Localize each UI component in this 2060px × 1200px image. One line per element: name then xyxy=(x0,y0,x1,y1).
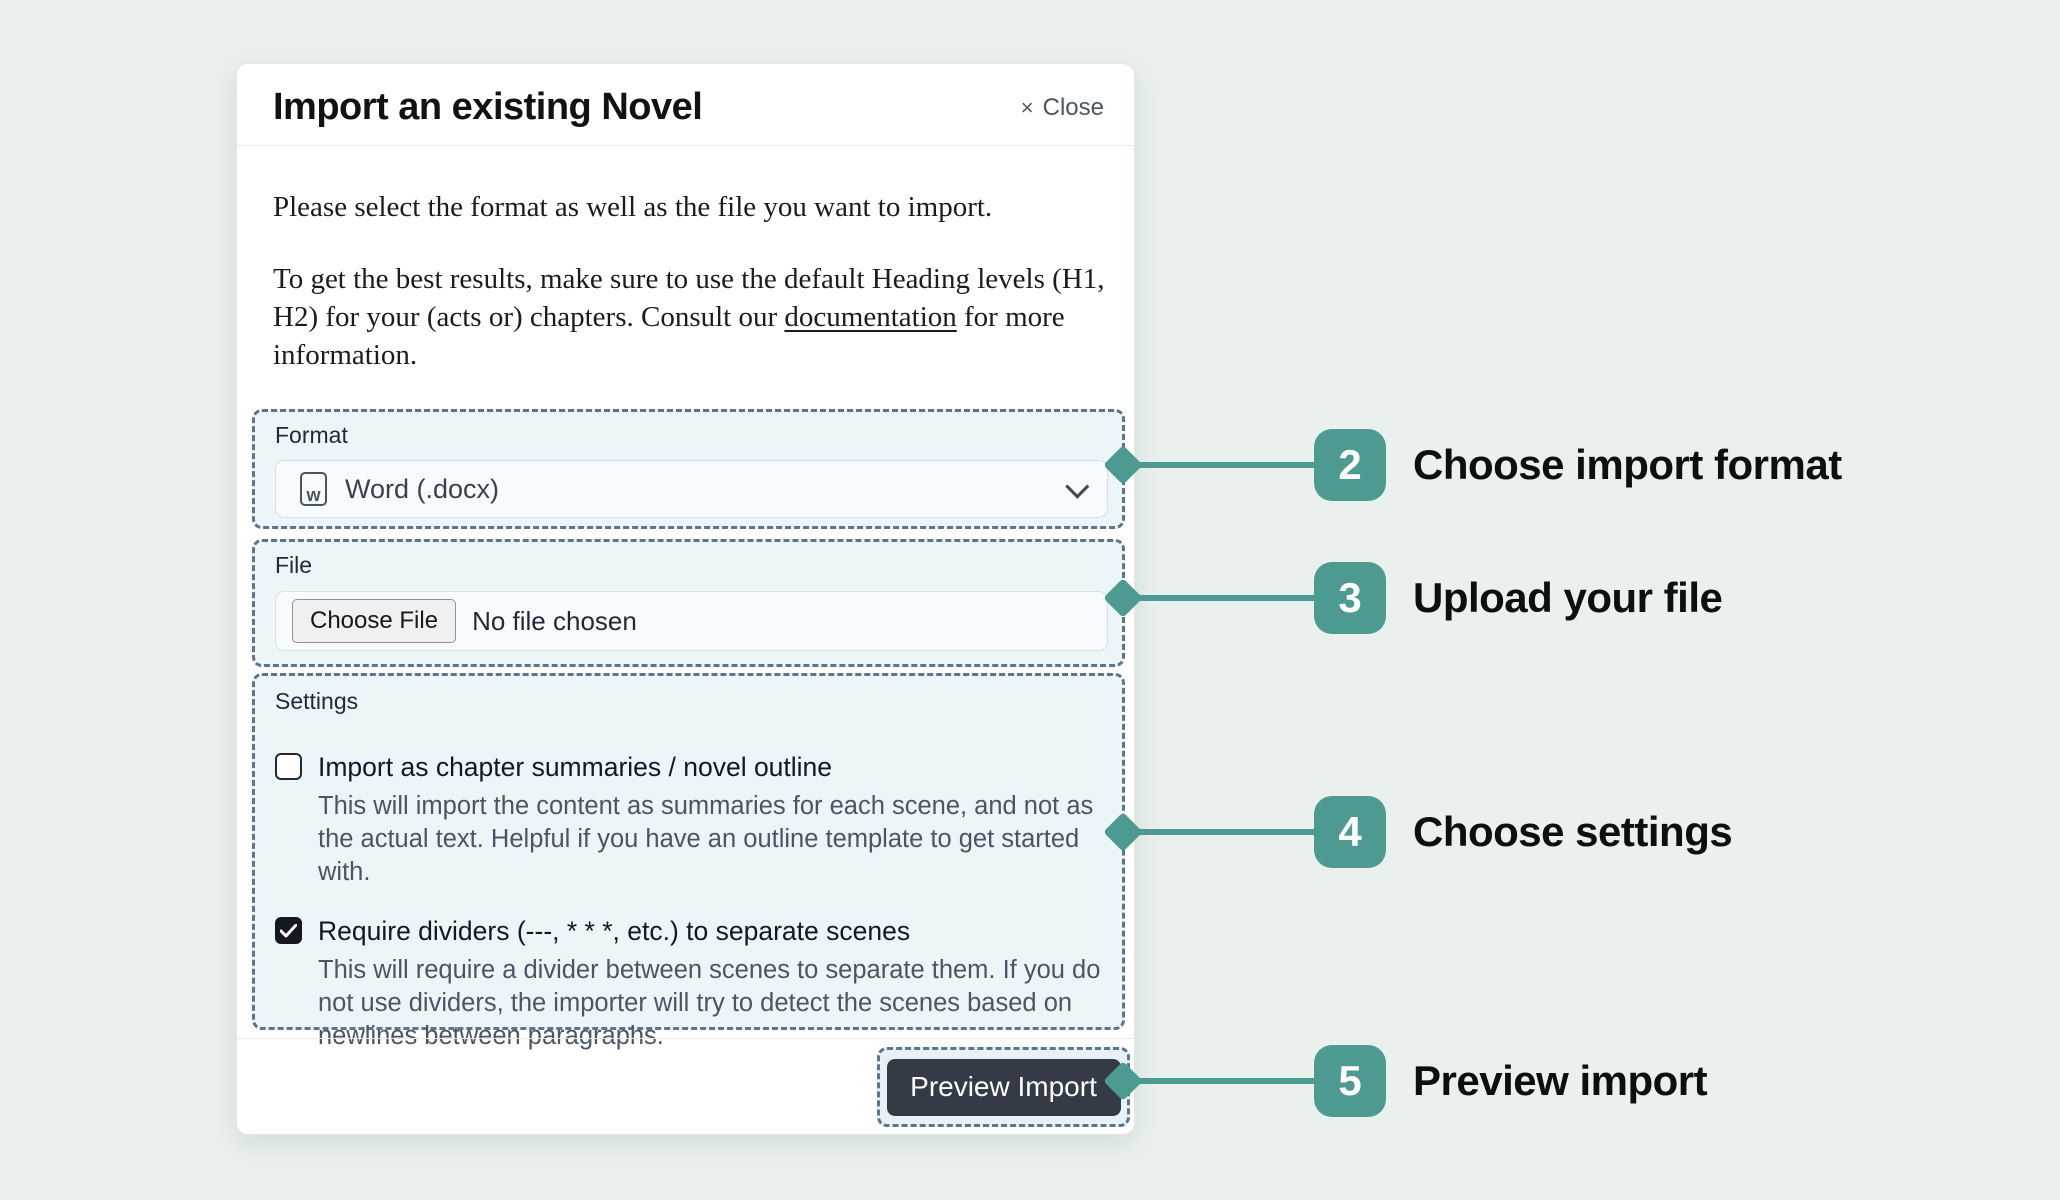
connector-line xyxy=(1136,595,1314,601)
diamond-connector-icon xyxy=(1103,578,1143,618)
callout-upload-file xyxy=(1104,562,1722,634)
dialog-footer xyxy=(237,1038,1134,1134)
connector-line xyxy=(1136,462,1314,468)
diamond-connector-icon xyxy=(1103,1061,1143,1101)
format-label: Format xyxy=(275,422,348,448)
setting-option-summaries xyxy=(275,751,1102,783)
callout-label: Upload your file xyxy=(1413,574,1723,621)
callout-label: Preview import xyxy=(1413,1057,1708,1104)
format-select[interactable] xyxy=(275,460,1108,518)
connector-line xyxy=(1136,829,1314,835)
close-icon: × xyxy=(1020,95,1034,120)
intro-text: Please select the format as well as the file you want to import. xyxy=(273,191,993,223)
preview-import-button[interactable]: Preview Import xyxy=(887,1059,1121,1116)
check-icon xyxy=(280,924,297,938)
documentation-link[interactable]: documentation xyxy=(784,301,957,333)
summaries-option-description: This will import the content as summaries for each scene, and not as the actual text. Helpful if you have an outline template to get started with. xyxy=(318,792,1094,886)
dividers-checkbox[interactable] xyxy=(275,917,302,944)
import-novel-dialog xyxy=(236,63,1135,1135)
close-button[interactable] xyxy=(1021,94,1104,122)
diamond-connector-icon xyxy=(1103,445,1143,485)
summaries-option-label[interactable]: Import as chapter summaries / novel outline xyxy=(318,752,833,782)
choose-file-button[interactable]: Choose File xyxy=(292,599,456,643)
callout-choose-settings xyxy=(1104,796,1732,868)
callout-choose-format xyxy=(1104,429,1842,501)
file-highlight-box xyxy=(252,539,1125,667)
dialog-header xyxy=(237,64,1134,146)
connector-line xyxy=(1136,1078,1314,1084)
settings-label: Settings xyxy=(275,688,359,714)
dialog-title: Import an existing Novel xyxy=(273,86,703,128)
preview-highlight-box xyxy=(877,1047,1130,1127)
format-highlight-box xyxy=(252,409,1125,529)
instructions-text xyxy=(273,260,1109,374)
diamond-connector-icon xyxy=(1103,812,1143,852)
settings-highlight-box xyxy=(252,673,1125,1050)
file-status-text: No file chosen xyxy=(472,605,637,636)
summaries-checkbox[interactable] xyxy=(275,753,302,780)
instructions-pre: To get the best results, make sure to use the default Heading levels (H1, H2) for your (acts or) chapters. Consult our xyxy=(273,263,1105,333)
dividers-option-description: This will require a divider between scenes to separate them. If you do not use dividers, the importer will try to detect the scenes based on newlines between paragraphs. xyxy=(318,956,1101,1050)
setting-option-dividers xyxy=(275,915,1102,947)
word-file-icon xyxy=(300,472,327,506)
dividers-option-label[interactable]: Require dividers (---, * * *, etc.) to separate scenes xyxy=(318,916,911,946)
callout-preview-import xyxy=(1104,1045,1707,1117)
instructions-post: for more information. xyxy=(273,301,1065,371)
step-badge: 4 xyxy=(1314,796,1386,868)
step-badge: 5 xyxy=(1314,1045,1386,1117)
step-badge: 3 xyxy=(1314,562,1386,634)
file-label: File xyxy=(275,552,313,578)
callout-label: Choose import format xyxy=(1413,441,1842,488)
callout-label: Choose settings xyxy=(1413,808,1733,855)
step-badge: 2 xyxy=(1314,429,1386,501)
file-input[interactable] xyxy=(275,591,1108,651)
close-label: Close xyxy=(1042,94,1104,121)
format-selected-value: Word (.docx) xyxy=(345,473,500,504)
chevron-down-icon xyxy=(1065,474,1089,498)
